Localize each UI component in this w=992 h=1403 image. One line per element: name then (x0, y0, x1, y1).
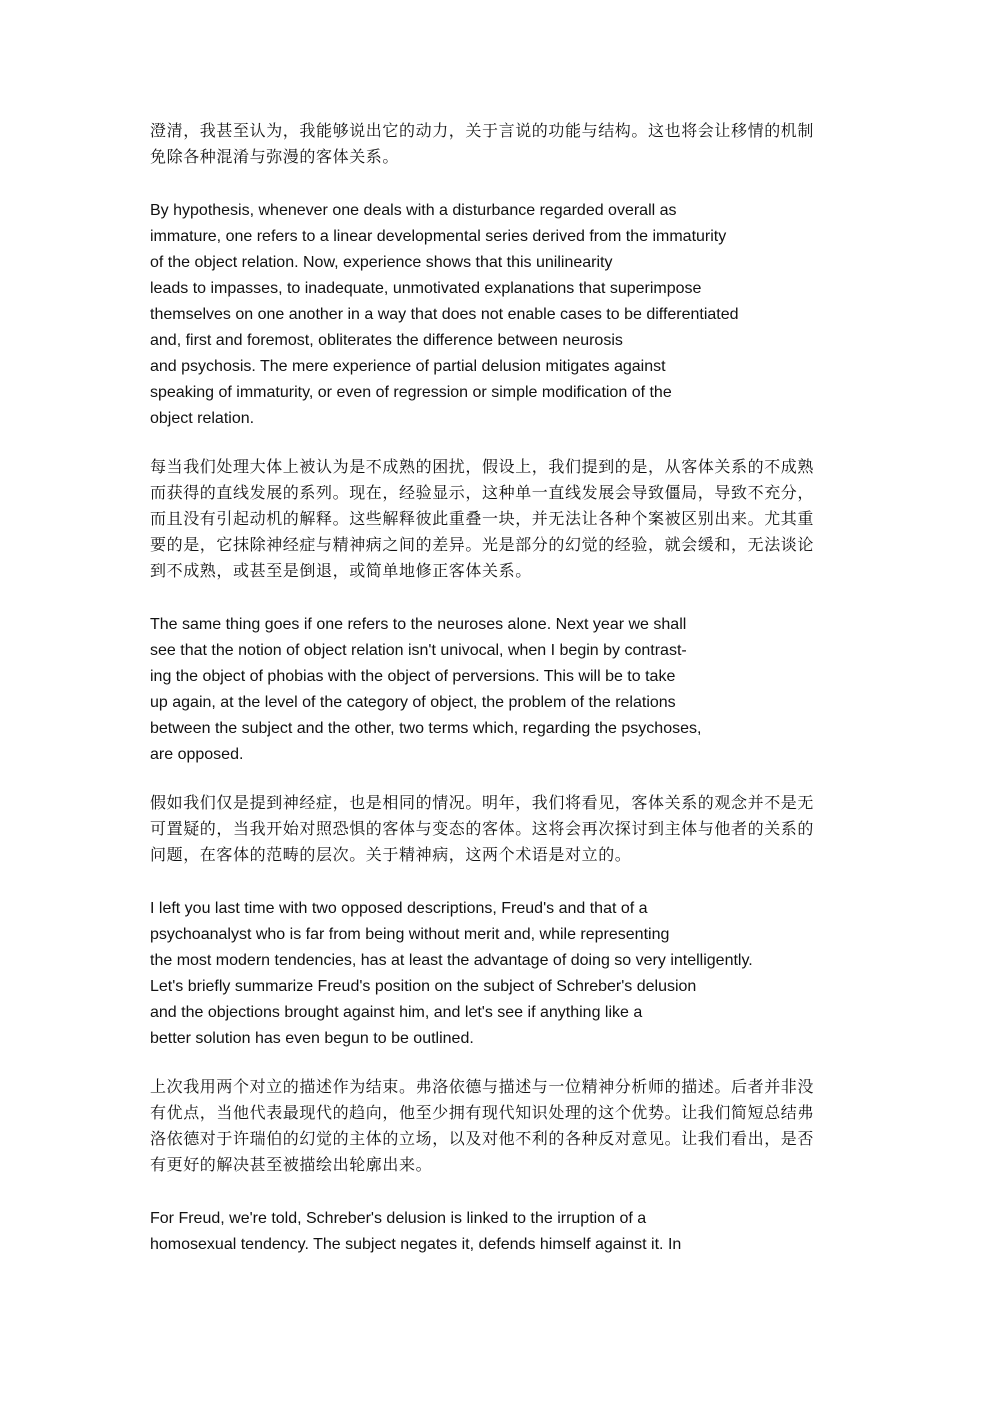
text-line: 有优点，当他代表最现代的趋向，他至少拥有现代知识处理的这个优势。让我们简短总结弗 (150, 1103, 815, 1122)
text-line: 有更好的解决甚至被描绘出轮廓出来。 (150, 1155, 433, 1174)
document-page (150, 118, 850, 1258)
text-line: 到不成熟，或甚至是倒退，或简单地修正客体关系。 (150, 561, 532, 580)
text-line: Let's briefly summarize Freud's position on the subject of Schreber's delusion (150, 978, 697, 995)
text-line: better solution has even begun to be outlined. (150, 1030, 474, 1047)
text-line: 免除各种混淆与弥漫的客体关系。 (150, 147, 400, 166)
text-line: 而且没有引起动机的解释。这些解释彼此重叠一块，并无法让各种个案被区别出来。尤其重 (150, 509, 815, 528)
text-line: themselves on one another in a way that does not enable cases to be differentiated (150, 306, 739, 323)
text-line: speaking of immaturity, or even of regression or simple modification of the (150, 384, 672, 401)
text-line: of the object relation. Now, experience shows that this unilinearity (150, 254, 613, 271)
text-line: and the objections brought against him, and let's see if anything like a (150, 1004, 643, 1021)
paragraph-english-4 (150, 1206, 850, 1258)
text-line: 问题，在客体的范畴的层次。关于精神病，这两个术语是对立的。 (150, 845, 632, 864)
paragraph-chinese-1 (150, 118, 850, 170)
text-line: leads to impasses, to inadequate, unmotivated explanations that superimpose (150, 280, 702, 297)
text-line: The same thing goes if one refers to the neuroses alone. Next year we shall (150, 616, 687, 633)
text-line: 假如我们仅是提到神经症，也是相同的情况。明年，我们将看见，客体关系的观念并不是无 (150, 793, 815, 812)
text-line: 每当我们处理大体上被认为是不成熟的困扰，假设上，我们提到的是，从客体关系的不成熟 (150, 457, 815, 476)
paragraph-chinese-3 (150, 790, 850, 868)
text-line: up again, at the level of the category of object, the problem of the relations (150, 694, 676, 711)
text-line: homosexual tendency. The subject negates it, defends himself against it. In (150, 1236, 682, 1253)
text-line: 而获得的直线发展的系列。现在，经验显示，这种单一直线发展会导致僵局，导致不充分， (150, 483, 815, 502)
text-line: By hypothesis, whenever one deals with a disturbance regarded overall as (150, 202, 677, 219)
text-line: 澄清，我甚至认为，我能够说出它的动力，关于言说的功能与结构。这也将会让移情的机制 (150, 121, 815, 140)
paragraph-english-2 (150, 612, 850, 768)
text-line: For Freud, we're told, Schreber's delusion is linked to the irruption of a (150, 1210, 647, 1227)
text-line: are opposed. (150, 746, 244, 763)
text-line: the most modern tendencies, has at least the advantage of doing so very intelligently. (150, 952, 753, 969)
text-line: 洛依德对于许瑞伯的幻觉的主体的立场，以及对他不利的各种反对意见。让我们看出，是否 (150, 1129, 815, 1148)
text-line: and psychosis. The mere experience of partial delusion mitigates against (150, 358, 666, 375)
text-line: psychoanalyst who is far from being without merit and, while representing (150, 926, 670, 943)
text-line: object relation. (150, 410, 255, 427)
text-line: 上次我用两个对立的描述作为结束。弗洛依德与描述与一位精神分析师的描述。后者并非没 (150, 1077, 815, 1096)
paragraph-chinese-2 (150, 454, 850, 584)
paragraph-english-1 (150, 198, 850, 432)
text-line: between the subject and the other, two terms which, regarding the psychoses, (150, 720, 702, 737)
text-line: ing the object of phobias with the object of perversions. This will be to take (150, 668, 676, 685)
text-line: see that the notion of object relation isn't univocal, when I begin by contrast- (150, 642, 687, 659)
text-line: 要的是，它抹除神经症与精神病之间的差异。光是部分的幻觉的经验，就会缓和，无法谈论 (150, 535, 815, 554)
text-line: I left you last time with two opposed descriptions, Freud's and that of a (150, 900, 648, 917)
paragraph-chinese-4 (150, 1074, 850, 1178)
text-line: and, first and foremost, obliterates the difference between neurosis (150, 332, 623, 349)
text-line: 可置疑的，当我开始对照恐惧的客体与变态的客体。这将会再次探讨到主体与他者的关系的 (150, 819, 815, 838)
paragraph-english-3 (150, 896, 850, 1052)
text-line: immature, one refers to a linear developmental series derived from the immaturity (150, 228, 727, 245)
